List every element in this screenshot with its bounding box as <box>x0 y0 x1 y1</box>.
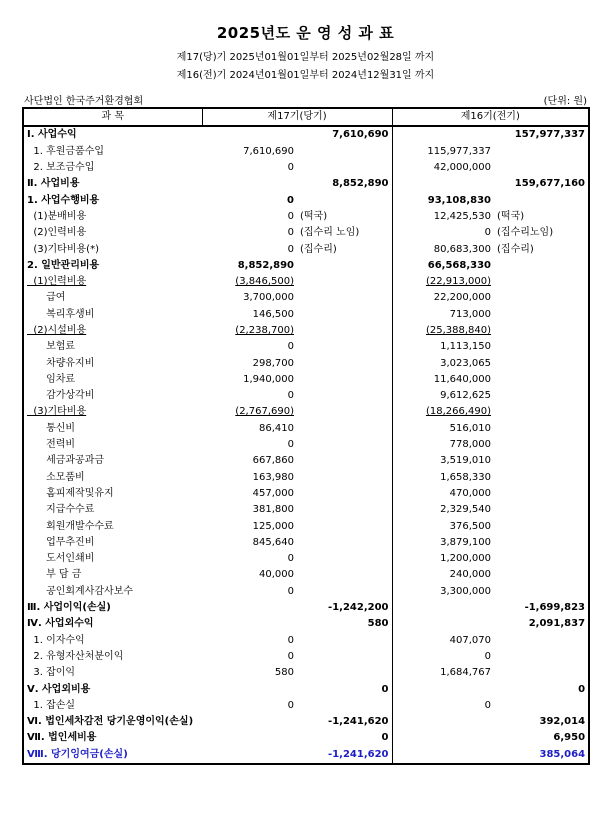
amount-cell <box>297 274 392 290</box>
account-name-cell: 부 담 금 <box>23 567 202 583</box>
table-row <box>23 323 589 339</box>
table-row <box>23 665 589 681</box>
amount-cell: 11,640,000 <box>433 373 492 385</box>
table-row <box>23 633 589 649</box>
amount-cell: -1,699,823 <box>494 600 589 616</box>
account-name-cell: 1. 사업수행비용 <box>23 192 202 208</box>
amount-cell: 93,108,830 <box>427 194 492 206</box>
amount-cell: -1,242,200 <box>297 600 392 616</box>
amount-cell <box>392 681 494 697</box>
amount-cell: 845,640 <box>252 536 294 548</box>
amount-cell <box>494 404 589 420</box>
amount-cell <box>297 665 392 681</box>
amount-cell <box>202 616 297 632</box>
amount-cell: 0 <box>287 390 294 402</box>
amount-cell: 457,000 <box>252 487 294 499</box>
table-row <box>23 274 589 290</box>
account-name-cell: (1)분배비용 <box>23 209 202 225</box>
amount-cell <box>392 126 494 143</box>
amount-cell <box>202 126 297 143</box>
table-row <box>23 470 589 486</box>
account-name-cell: 공인회계사감사보수 <box>23 584 202 600</box>
amount-cell <box>494 486 589 502</box>
operating-results-table <box>22 107 590 765</box>
amount-cell <box>494 584 589 600</box>
table-row <box>23 681 589 697</box>
amount-cell <box>494 633 589 649</box>
amount-cell <box>392 616 494 632</box>
amount-cell: 385,064 <box>494 747 589 764</box>
amount-cell: 3,700,000 <box>243 292 294 304</box>
account-name-cell: 지급수수료 <box>23 502 202 518</box>
amount-cell <box>494 355 589 371</box>
amount-cell <box>297 160 392 176</box>
amount-cell <box>494 470 589 486</box>
amount-cell <box>297 339 392 355</box>
amount-cell <box>494 665 589 681</box>
amount-cell <box>297 437 392 453</box>
account-name-cell: (2)시설비용 <box>23 323 202 339</box>
amount-cell: 157,977,337 <box>494 126 589 143</box>
account-name-cell: 2. 보조금수입 <box>23 160 202 176</box>
amount-cell: 0 <box>287 585 294 597</box>
account-name-cell: Ⅰ. 사업수익 <box>23 126 202 143</box>
amount-cell: 0 <box>484 699 492 711</box>
amount-cell: (18,266,490) <box>425 406 492 418</box>
amount-cell: 407,070 <box>449 634 492 646</box>
table-row <box>23 714 589 730</box>
amount-cell: 516,010 <box>449 422 492 434</box>
table-row <box>23 584 589 600</box>
account-name-cell: Ⅷ. 당기잉여금(손실) <box>23 747 202 764</box>
account-name-cell: 회원개발수수료 <box>23 518 202 534</box>
table-row <box>23 453 589 469</box>
table-row <box>23 437 589 453</box>
amount-cell <box>297 372 392 388</box>
amount-cell <box>494 437 589 453</box>
table-row <box>23 567 589 583</box>
amount-cell: 6,950 <box>494 730 589 746</box>
amount-cell: 713,000 <box>449 308 492 320</box>
table-row <box>23 209 589 225</box>
amount-cell <box>297 535 392 551</box>
table-row <box>23 290 589 306</box>
amount-cell <box>297 567 392 583</box>
amount-cell: 470,000 <box>449 487 492 499</box>
account-name-cell: 전력비 <box>23 437 202 453</box>
amount-cell: -1,241,620 <box>297 747 392 764</box>
account-name-cell: 1. 후원금품수입 <box>23 144 202 160</box>
amount-cell: 1,684,767 <box>440 667 492 679</box>
amount-cell <box>494 144 589 160</box>
account-name-cell: 보험료 <box>23 339 202 355</box>
amount-cell: 22,200,000 <box>433 292 492 304</box>
amount-cell: 0 <box>484 227 492 239</box>
table-row <box>23 241 589 257</box>
account-name-cell: Ⅳ. 사업외수익 <box>23 616 202 632</box>
table-row <box>23 144 589 160</box>
table-row <box>23 160 589 176</box>
amount-cell: 2,091,837 <box>494 616 589 632</box>
amount-cell <box>494 274 589 290</box>
table-row <box>23 225 589 241</box>
amount-cell <box>494 290 589 306</box>
account-name-cell: (1)인력비용 <box>23 274 202 290</box>
amount-cell <box>494 567 589 583</box>
amount-cell <box>494 388 589 404</box>
amount-cell <box>202 714 297 730</box>
account-name-cell: Ⅵ. 법인세차감전 당기운영이익(손실) <box>23 714 202 730</box>
amount-cell <box>202 681 297 697</box>
amount-cell <box>297 388 392 404</box>
amount-cell <box>297 518 392 534</box>
organization-name: 사단법인 한국주거환경협회 <box>24 96 144 107</box>
header-current: 제17기(당기) <box>202 108 392 126</box>
amount-cell <box>392 600 494 616</box>
amount-cell <box>494 453 589 469</box>
amount-cell: 0 <box>287 439 294 451</box>
amount-cell: 0 <box>287 162 294 174</box>
amount-cell <box>202 747 297 764</box>
amount-cell: 0 <box>287 341 294 353</box>
amount-cell: 0 <box>287 553 294 565</box>
amount-cell: (집수리 노임) <box>297 225 392 241</box>
amount-cell: 7,610,690 <box>297 126 392 143</box>
table-row <box>23 355 589 371</box>
amount-cell <box>494 518 589 534</box>
table-row <box>23 258 589 274</box>
amount-cell: 3,519,010 <box>440 455 492 467</box>
unit-label: (단위: 원) <box>543 96 587 107</box>
table-body <box>23 126 589 764</box>
amount-cell <box>494 307 589 323</box>
amount-cell <box>494 649 589 665</box>
table-header <box>23 108 589 126</box>
amount-cell <box>297 404 392 420</box>
amount-cell: 0 <box>297 730 392 746</box>
amount-cell <box>494 323 589 339</box>
amount-cell: (2,767,690) <box>235 406 294 418</box>
account-name-cell: 2. 유형자산처분이익 <box>23 649 202 665</box>
amount-cell <box>297 421 392 437</box>
amount-cell <box>297 633 392 649</box>
table-row <box>23 698 589 714</box>
header-account: 과 목 <box>23 108 202 126</box>
account-name-cell: 2. 일반관리비용 <box>23 258 202 274</box>
amount-cell <box>202 176 297 192</box>
amount-cell: 392,014 <box>494 714 589 730</box>
amount-cell <box>297 502 392 518</box>
table-row <box>23 388 589 404</box>
account-name-cell: (3)기타비용(*) <box>23 241 202 257</box>
table-row <box>23 486 589 502</box>
account-name-cell: 3. 잡이익 <box>23 665 202 681</box>
amount-cell: (22,913,000) <box>425 276 492 288</box>
table-row <box>23 502 589 518</box>
amount-cell: 3,879,100 <box>440 536 492 548</box>
amount-cell: 12,425,530 <box>433 210 492 222</box>
amount-cell <box>494 502 589 518</box>
amount-cell: (떡국) <box>297 209 392 225</box>
table-row <box>23 126 589 143</box>
account-name-cell: Ⅴ. 사업외비용 <box>23 681 202 697</box>
amount-cell: (집수리노임) <box>494 225 589 241</box>
amount-cell <box>392 714 494 730</box>
amount-cell: 778,000 <box>449 439 492 451</box>
amount-cell: -1,241,620 <box>297 714 392 730</box>
account-name-cell: 1. 이자수익 <box>23 633 202 649</box>
amount-cell: 667,860 <box>252 455 294 467</box>
account-name-cell: 소모품비 <box>23 470 202 486</box>
amount-cell: 0 <box>287 210 294 222</box>
amount-cell <box>494 339 589 355</box>
amount-cell <box>494 192 589 208</box>
table-row <box>23 176 589 192</box>
amount-cell: 0 <box>484 650 492 662</box>
amount-cell: (2,238,700) <box>235 325 294 336</box>
table-row <box>23 372 589 388</box>
amount-cell: 0 <box>287 227 294 239</box>
period-current: 제17(당)기 2025년01월01일부터 2025년02월28일 까지 <box>176 52 435 63</box>
amount-cell <box>297 584 392 600</box>
account-name-cell: 통신비 <box>23 421 202 437</box>
account-name-cell: 도서인쇄비 <box>23 551 202 567</box>
amount-cell: 376,500 <box>449 520 492 532</box>
amount-cell: 8,852,890 <box>237 259 294 271</box>
amount-cell <box>494 698 589 714</box>
amount-cell: (집수리) <box>297 241 392 257</box>
amount-cell: 0 <box>287 194 294 206</box>
amount-cell <box>297 258 392 274</box>
account-name-cell: 홈피제작및유지 <box>23 486 202 502</box>
amount-cell: 2,329,540 <box>440 504 492 516</box>
amount-cell: 0 <box>494 681 589 697</box>
table-row <box>23 600 589 616</box>
amount-cell: 0 <box>297 681 392 697</box>
table-row <box>23 730 589 746</box>
amount-cell: 66,568,330 <box>427 259 492 271</box>
amount-cell <box>202 730 297 746</box>
amount-cell: 3,023,065 <box>440 357 492 369</box>
amount-cell: 580 <box>297 616 392 632</box>
account-name-cell: Ⅶ. 법인세비용 <box>23 730 202 746</box>
amount-cell <box>297 144 392 160</box>
table-row <box>23 535 589 551</box>
amount-cell: (25,388,840) <box>425 325 492 336</box>
amount-cell <box>297 551 392 567</box>
amount-cell <box>494 551 589 567</box>
account-name-cell: 복리후생비 <box>23 307 202 323</box>
amount-cell <box>297 698 392 714</box>
amount-cell <box>494 535 589 551</box>
amount-cell <box>297 453 392 469</box>
amount-cell: 0 <box>287 650 294 662</box>
account-name-cell: 세금과공과금 <box>23 453 202 469</box>
amount-cell <box>494 421 589 437</box>
amount-cell <box>297 486 392 502</box>
table-row <box>23 307 589 323</box>
amount-cell: 0 <box>287 699 294 711</box>
table-row <box>23 649 589 665</box>
account-name-cell: Ⅲ. 사업이익(손실) <box>23 600 202 616</box>
amount-cell: (떡국) <box>494 209 589 225</box>
account-name-cell: Ⅱ. 사업비용 <box>23 176 202 192</box>
account-name-cell: (2)인력비용 <box>23 225 202 241</box>
amount-cell <box>297 192 392 208</box>
account-name-cell: (3)기타비용 <box>23 404 202 420</box>
amount-cell: 580 <box>274 667 294 679</box>
table-row <box>23 616 589 632</box>
header-prior: 제16기(전기) <box>392 108 589 126</box>
amount-cell <box>297 355 392 371</box>
account-name-cell: 임차료 <box>23 372 202 388</box>
table-row <box>23 518 589 534</box>
amount-cell <box>494 258 589 274</box>
amount-cell: 1,658,330 <box>440 471 492 483</box>
amount-cell <box>392 747 494 764</box>
amount-cell: 240,000 <box>449 569 492 581</box>
amount-cell: 298,700 <box>252 357 294 369</box>
amount-cell: 86,410 <box>259 422 294 434</box>
amount-cell: 9,612,625 <box>440 390 492 402</box>
amount-cell: 159,677,160 <box>494 176 589 192</box>
amount-cell: 1,200,000 <box>440 553 492 565</box>
amount-cell <box>297 290 392 306</box>
table-row <box>23 404 589 420</box>
amount-cell: (집수리) <box>494 241 589 257</box>
amount-cell: 163,980 <box>252 471 294 483</box>
account-name-cell: 감가상각비 <box>23 388 202 404</box>
amount-cell <box>392 176 494 192</box>
amount-cell: 115,977,337 <box>427 145 492 157</box>
amount-cell: 125,000 <box>252 520 294 532</box>
amount-cell: 3,300,000 <box>440 585 492 597</box>
amount-cell <box>297 649 392 665</box>
period-prior: 제16(전)기 2024년01월01일부터 2024년12월31일 까지 <box>176 70 435 81</box>
amount-cell <box>297 323 392 339</box>
amount-cell: 42,000,000 <box>433 162 492 174</box>
amount-cell <box>392 730 494 746</box>
amount-cell: 7,610,690 <box>243 145 294 157</box>
amount-cell: 381,800 <box>252 504 294 516</box>
table-row <box>23 551 589 567</box>
account-name-cell: 급여 <box>23 290 202 306</box>
table-row <box>23 339 589 355</box>
report-title: 2025년도 운 영 성 과 표 <box>216 24 395 42</box>
amount-cell: 1,940,000 <box>243 373 294 385</box>
amount-cell: 0 <box>287 243 294 255</box>
account-name-cell: 업무추진비 <box>23 535 202 551</box>
amount-cell: 0 <box>287 634 294 646</box>
amount-cell: 146,500 <box>252 308 294 320</box>
amount-cell: 80,683,300 <box>433 243 492 255</box>
amount-cell <box>297 307 392 323</box>
amount-cell <box>297 470 392 486</box>
amount-cell <box>494 160 589 176</box>
amount-cell: 8,852,890 <box>297 176 392 192</box>
amount-cell: 1,113,150 <box>440 341 492 353</box>
account-name-cell: 차량유지비 <box>23 355 202 371</box>
table-row <box>23 192 589 208</box>
amount-cell <box>202 600 297 616</box>
account-name-cell: 1. 잡손실 <box>23 698 202 714</box>
table-row <box>23 421 589 437</box>
amount-cell: (3,846,500) <box>235 276 294 288</box>
amount-cell: 40,000 <box>259 569 294 581</box>
table-row <box>23 747 589 764</box>
amount-cell <box>494 372 589 388</box>
